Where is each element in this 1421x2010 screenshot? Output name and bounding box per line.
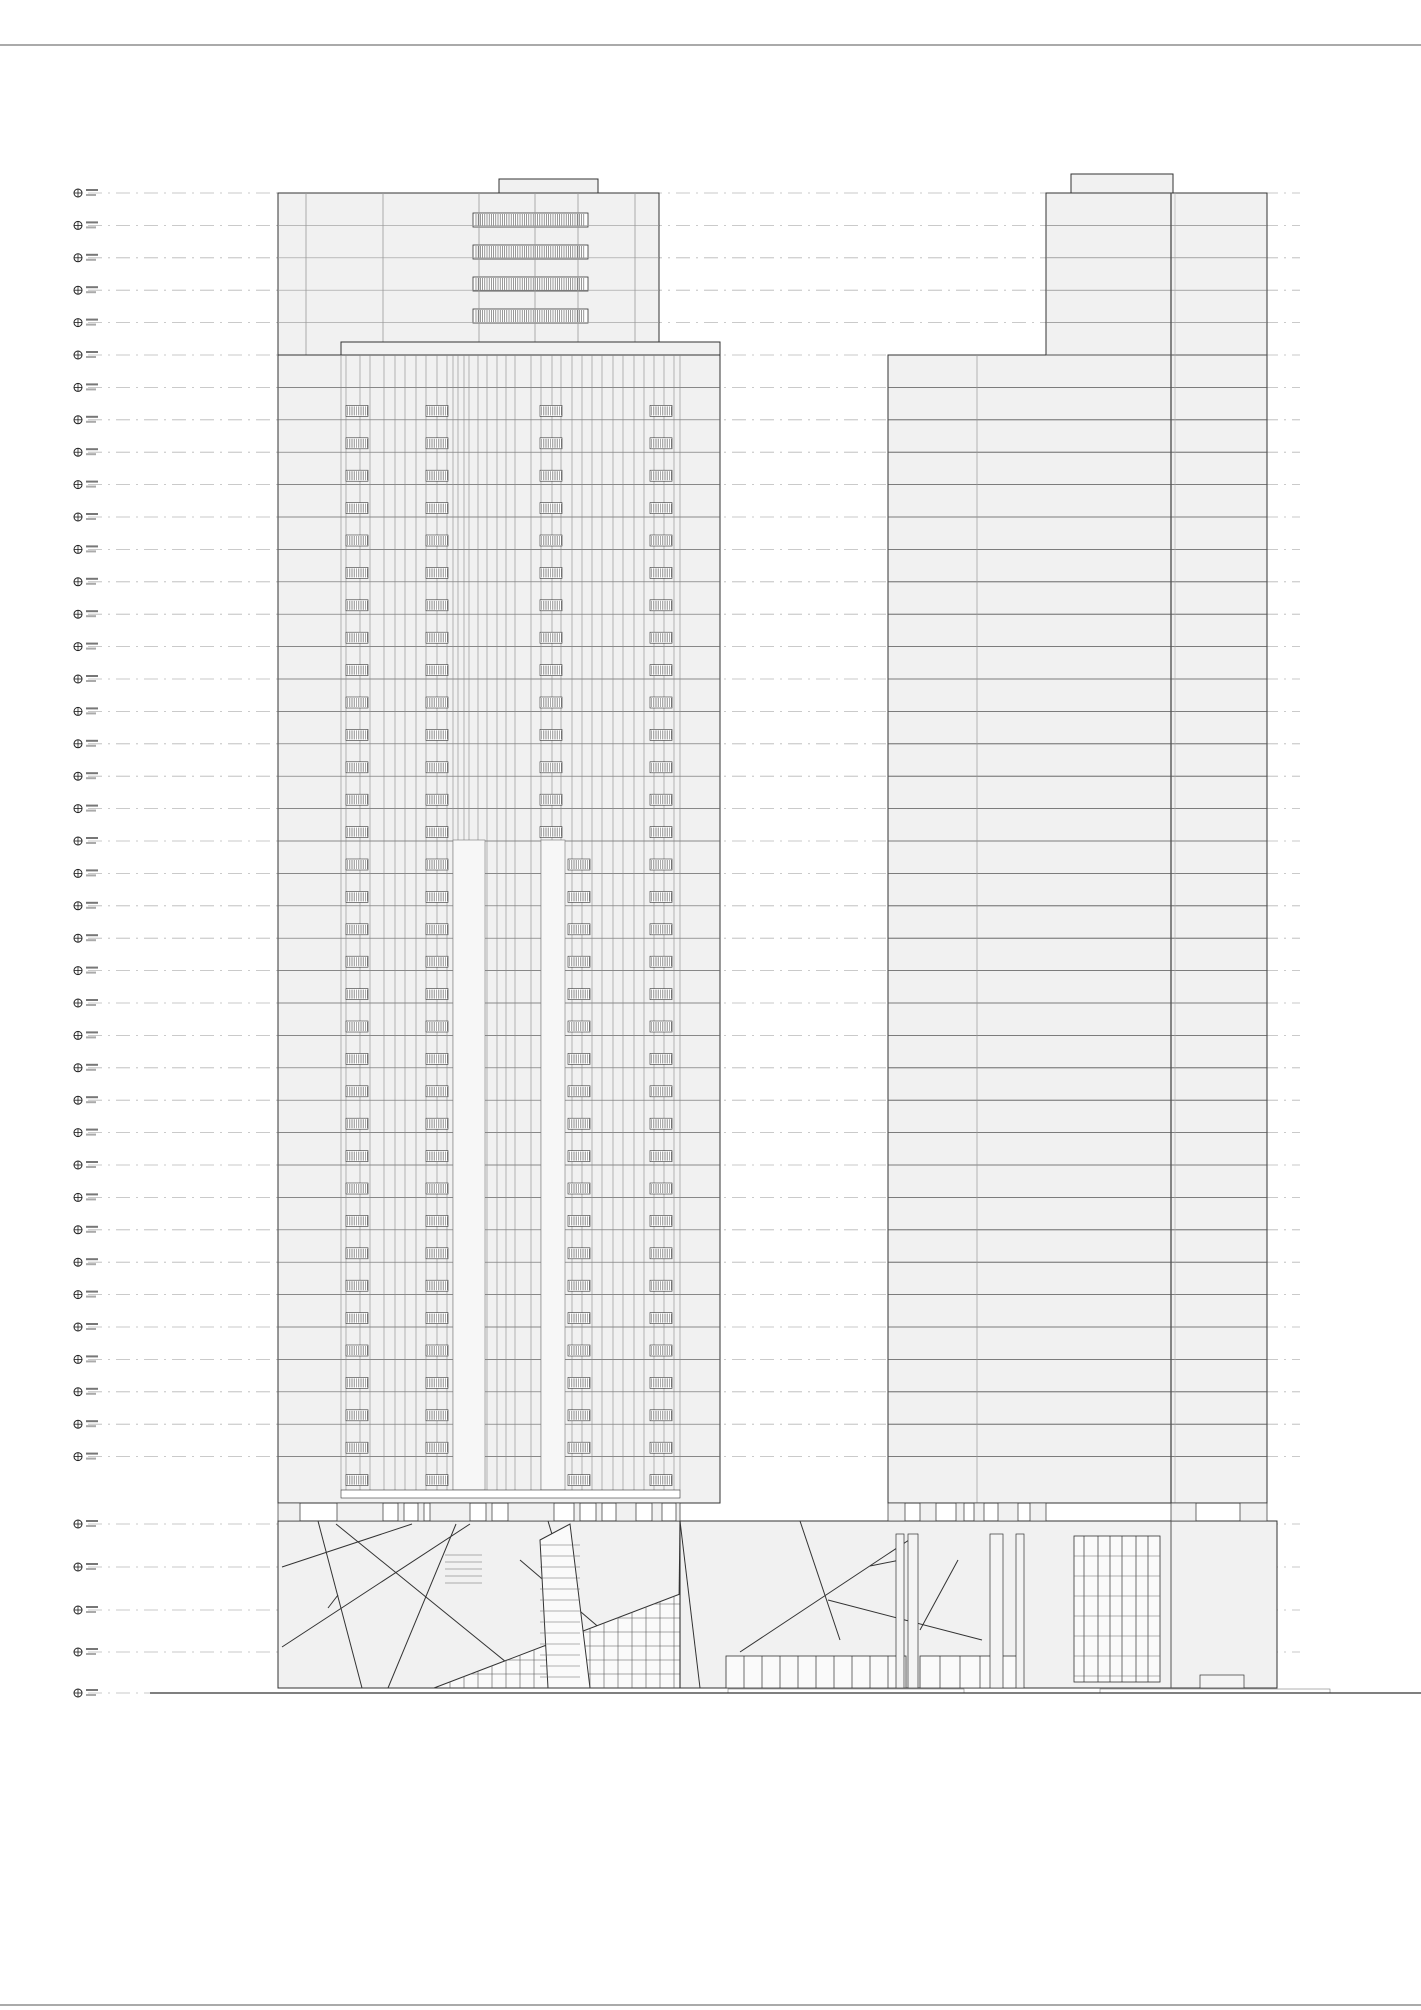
level-marker-tag bbox=[86, 486, 96, 488]
balcony-rail bbox=[568, 859, 590, 870]
balcony-rail bbox=[346, 794, 368, 805]
level-marker-tag bbox=[86, 194, 96, 196]
balcony-rail bbox=[346, 827, 368, 838]
level-marker-tag bbox=[86, 356, 96, 358]
balcony-rail bbox=[426, 1053, 448, 1064]
balcony-rail bbox=[568, 1151, 590, 1162]
balcony-rail bbox=[346, 405, 368, 416]
left-tower-crown bbox=[278, 193, 659, 355]
balcony-rail bbox=[650, 665, 672, 676]
right-tower bbox=[888, 174, 1267, 1503]
level-marker-tag bbox=[86, 1096, 98, 1098]
level-marker-tag bbox=[86, 1606, 98, 1608]
balcony-rail bbox=[426, 697, 448, 708]
level-marker-tag bbox=[86, 1568, 96, 1570]
level-marker-tag bbox=[86, 972, 96, 974]
balcony-rail bbox=[426, 1248, 448, 1259]
transfer-level-columns bbox=[278, 1503, 1267, 1521]
level-marker-tag bbox=[86, 1263, 96, 1265]
podium-fin bbox=[1016, 1534, 1024, 1688]
balcony-rail bbox=[650, 535, 672, 546]
balcony-rail bbox=[346, 503, 368, 514]
balcony-rail bbox=[650, 503, 672, 514]
balcony-rail bbox=[540, 762, 562, 773]
level-marker-tag bbox=[86, 1453, 98, 1455]
level-marker-tag bbox=[86, 1258, 98, 1260]
balcony-rail bbox=[650, 827, 672, 838]
balcony-rail bbox=[650, 794, 672, 805]
storefront bbox=[726, 1656, 1020, 1688]
balcony-rail bbox=[650, 1086, 672, 1097]
level-marker-tag bbox=[86, 286, 98, 288]
level-marker-tag bbox=[86, 1291, 98, 1293]
level-marker-tag bbox=[86, 351, 98, 353]
level-marker-tag bbox=[86, 1458, 96, 1460]
level-marker-tag bbox=[86, 707, 98, 709]
level-marker-tag bbox=[86, 939, 96, 941]
balcony-rail bbox=[650, 1151, 672, 1162]
balcony-rail bbox=[650, 1021, 672, 1032]
level-marker-tag bbox=[86, 545, 98, 547]
left-tower-roof-box bbox=[499, 179, 598, 193]
balcony-rail bbox=[540, 794, 562, 805]
balcony-rail bbox=[650, 1053, 672, 1064]
balcony-rail bbox=[346, 697, 368, 708]
transfer-column bbox=[974, 1503, 984, 1521]
balcony-rail bbox=[650, 632, 672, 643]
transfer-column bbox=[1171, 1503, 1196, 1521]
balcony-rail bbox=[346, 1248, 368, 1259]
transfer-column bbox=[676, 1503, 680, 1521]
level-marker-tag bbox=[86, 1296, 96, 1298]
balcony-rail bbox=[426, 405, 448, 416]
balcony-rail bbox=[650, 1377, 672, 1388]
level-marker-tag bbox=[86, 610, 98, 612]
balcony-rail bbox=[540, 632, 562, 643]
balcony-rail bbox=[346, 665, 368, 676]
transfer-column bbox=[616, 1503, 636, 1521]
level-marker-tag bbox=[86, 518, 96, 520]
level-marker-tag bbox=[86, 1166, 96, 1168]
balcony-rail bbox=[568, 956, 590, 967]
left-tower bbox=[278, 179, 720, 1503]
balcony-rail bbox=[426, 632, 448, 643]
balcony-rail bbox=[650, 956, 672, 967]
level-marker-tag bbox=[86, 221, 98, 223]
transfer-column bbox=[1240, 1503, 1267, 1521]
level-marker-tag bbox=[86, 837, 98, 839]
balcony-rail bbox=[540, 470, 562, 481]
balcony-rail bbox=[426, 924, 448, 935]
level-marker-tag bbox=[86, 583, 96, 585]
transfer-column bbox=[920, 1503, 936, 1521]
podium-fin bbox=[896, 1534, 904, 1688]
transfer-column bbox=[1030, 1503, 1046, 1521]
balcony-rail bbox=[568, 1280, 590, 1291]
balcony-rail bbox=[426, 503, 448, 514]
left-tower-facade-frame bbox=[341, 342, 720, 355]
balcony-rail bbox=[650, 729, 672, 740]
balcony-rail bbox=[568, 1021, 590, 1032]
balcony-rail bbox=[346, 1183, 368, 1194]
balcony-rail bbox=[540, 438, 562, 449]
level-marker-tag bbox=[86, 254, 98, 256]
level-marker-tag bbox=[86, 1520, 98, 1522]
balcony-rail bbox=[650, 1313, 672, 1324]
balcony-rail bbox=[540, 567, 562, 578]
level-marker-tag bbox=[86, 578, 98, 580]
balcony-rail bbox=[568, 1248, 590, 1259]
balcony-rail bbox=[426, 1086, 448, 1097]
balcony-rail bbox=[346, 1021, 368, 1032]
balcony-rail bbox=[426, 827, 448, 838]
balcony-rail bbox=[540, 600, 562, 611]
balcony-rail bbox=[650, 1280, 672, 1291]
balcony-rail bbox=[650, 924, 672, 935]
balcony-rail bbox=[426, 1313, 448, 1324]
level-marker-tag bbox=[86, 869, 98, 871]
level-marker-tag bbox=[86, 680, 96, 682]
level-marker-tag bbox=[86, 1355, 98, 1357]
balcony-rail bbox=[346, 1377, 368, 1388]
balcony-rail bbox=[568, 1118, 590, 1129]
transfer-column bbox=[418, 1503, 424, 1521]
level-marker-tag bbox=[86, 805, 98, 807]
right-tower-shaft bbox=[888, 355, 1267, 1503]
transfer-column bbox=[508, 1503, 554, 1521]
level-marker-tag bbox=[86, 1689, 98, 1691]
balcony-rail bbox=[540, 503, 562, 514]
glazed-panel-frame bbox=[1074, 1536, 1160, 1682]
balcony-rail bbox=[568, 1183, 590, 1194]
level-marker-tag bbox=[86, 1425, 96, 1427]
balcony-rail bbox=[650, 1183, 672, 1194]
balcony-rail bbox=[346, 729, 368, 740]
level-marker-tag bbox=[86, 1193, 98, 1195]
level-marker-tag bbox=[86, 453, 96, 455]
level-marker-tag bbox=[86, 874, 96, 876]
balcony-rail bbox=[426, 535, 448, 546]
balcony-rail bbox=[568, 989, 590, 1000]
facade-base-band bbox=[341, 1490, 680, 1498]
balcony-rail bbox=[346, 1345, 368, 1356]
balcony-rail bbox=[346, 891, 368, 902]
balcony-rail bbox=[650, 1215, 672, 1226]
level-marker-tag bbox=[86, 448, 98, 450]
balcony-rail bbox=[426, 1280, 448, 1291]
balcony-rail bbox=[650, 989, 672, 1000]
balcony-rail bbox=[540, 729, 562, 740]
balcony-rail bbox=[426, 729, 448, 740]
balcony-rail bbox=[650, 405, 672, 416]
balcony-rail bbox=[346, 989, 368, 1000]
podium-fin bbox=[908, 1534, 918, 1688]
balcony-rail bbox=[426, 1118, 448, 1129]
level-marker-tag bbox=[86, 1563, 98, 1565]
level-marker-tag bbox=[86, 1611, 96, 1613]
balcony-rail bbox=[346, 600, 368, 611]
balcony-rail bbox=[426, 891, 448, 902]
balcony-rail bbox=[346, 1086, 368, 1097]
transfer-column bbox=[574, 1503, 580, 1521]
balcony-rail bbox=[426, 794, 448, 805]
entry-canopy bbox=[1200, 1675, 1244, 1688]
level-marker-tag bbox=[86, 1069, 96, 1071]
balcony-rail bbox=[568, 891, 590, 902]
balcony-rail bbox=[650, 1475, 672, 1486]
transfer-column bbox=[398, 1503, 404, 1521]
balcony-rail bbox=[426, 1377, 448, 1388]
transfer-column bbox=[652, 1503, 662, 1521]
balcony-rail bbox=[346, 1151, 368, 1162]
balcony-rail bbox=[426, 1442, 448, 1453]
storefront-frame bbox=[920, 1656, 1020, 1688]
balcony-rail bbox=[426, 1215, 448, 1226]
transfer-column bbox=[430, 1503, 470, 1521]
level-marker-tag bbox=[86, 1198, 96, 1200]
balcony-rail bbox=[650, 567, 672, 578]
level-marker-tag bbox=[86, 1323, 98, 1325]
right-tower-crown bbox=[1046, 193, 1267, 356]
transfer-column bbox=[888, 1503, 905, 1521]
level-marker-tag bbox=[86, 416, 98, 418]
balcony-rail bbox=[346, 567, 368, 578]
level-marker-tag bbox=[86, 772, 98, 774]
balcony-rail bbox=[426, 1021, 448, 1032]
balcony-rail bbox=[426, 956, 448, 967]
level-marker-tag bbox=[86, 615, 96, 617]
level-marker-tag bbox=[86, 1328, 96, 1330]
level-marker-tag bbox=[86, 902, 98, 904]
balcony-rail bbox=[650, 1442, 672, 1453]
balcony-rail bbox=[346, 1442, 368, 1453]
balcony-rail bbox=[568, 1345, 590, 1356]
balcony-rail bbox=[346, 1475, 368, 1486]
balcony-rail bbox=[568, 1086, 590, 1097]
level-marker-tag bbox=[86, 643, 98, 645]
facade-recess bbox=[541, 840, 565, 1490]
level-marker-tag bbox=[86, 1004, 96, 1006]
balcony-rail bbox=[426, 1410, 448, 1421]
level-marker-tag bbox=[86, 324, 96, 326]
balcony-rail bbox=[568, 1377, 590, 1388]
level-marker-tag bbox=[86, 934, 98, 936]
level-marker-tag bbox=[86, 777, 96, 779]
level-marker-tag bbox=[86, 745, 96, 747]
level-marker-tag bbox=[86, 648, 96, 650]
balcony-rail bbox=[650, 859, 672, 870]
balcony-rail bbox=[346, 1280, 368, 1291]
balcony-rail bbox=[568, 1215, 590, 1226]
level-marker-tag bbox=[86, 1420, 98, 1422]
balcony-rail bbox=[650, 762, 672, 773]
level-marker-tag bbox=[86, 740, 98, 742]
balcony-rail bbox=[650, 891, 672, 902]
balcony-rail bbox=[426, 470, 448, 481]
balcony-rail bbox=[568, 1313, 590, 1324]
balcony-rail bbox=[568, 1053, 590, 1064]
level-marker-tag bbox=[86, 189, 98, 191]
level-marker-tag bbox=[86, 907, 96, 909]
level-marker-tag bbox=[86, 513, 98, 515]
level-marker-tag bbox=[86, 291, 96, 293]
transfer-column bbox=[956, 1503, 964, 1521]
balcony-rail bbox=[346, 535, 368, 546]
balcony-rail bbox=[568, 1410, 590, 1421]
balcony-rail bbox=[426, 1183, 448, 1194]
level-marker-tag bbox=[86, 810, 96, 812]
transfer-column bbox=[278, 1503, 300, 1521]
balcony-rail bbox=[540, 535, 562, 546]
level-marker-tag bbox=[86, 1134, 96, 1136]
balcony-rail bbox=[650, 1118, 672, 1129]
facade-recess bbox=[453, 840, 485, 1490]
level-marker-tag bbox=[86, 1648, 98, 1650]
level-marker-tag bbox=[86, 1388, 98, 1390]
balcony-rail bbox=[346, 924, 368, 935]
level-marker-tag bbox=[86, 1525, 96, 1527]
transfer-column bbox=[596, 1503, 602, 1521]
balcony-rail bbox=[426, 1151, 448, 1162]
balcony-rail bbox=[540, 665, 562, 676]
balcony-rail bbox=[346, 1215, 368, 1226]
balcony-rail bbox=[426, 665, 448, 676]
balcony-rail bbox=[346, 1053, 368, 1064]
level-marker-tag bbox=[86, 1161, 98, 1163]
level-marker-tag bbox=[86, 712, 96, 714]
level-marker-tag bbox=[86, 967, 98, 969]
balcony-rail bbox=[346, 438, 368, 449]
podium-fin bbox=[990, 1534, 1003, 1688]
level-marker-tag bbox=[86, 226, 96, 228]
balcony-rail bbox=[426, 859, 448, 870]
balcony-rail bbox=[346, 632, 368, 643]
right-tower-roof-box bbox=[1071, 174, 1173, 193]
balcony-rail bbox=[650, 697, 672, 708]
level-marker-tag bbox=[86, 388, 96, 390]
balcony-rail bbox=[346, 1313, 368, 1324]
balcony-rail bbox=[568, 1442, 590, 1453]
balcony-rail bbox=[650, 1248, 672, 1259]
level-marker-tag bbox=[86, 999, 98, 1001]
balcony-rail bbox=[426, 600, 448, 611]
balcony-rail bbox=[426, 989, 448, 1000]
balcony-rail bbox=[650, 470, 672, 481]
podium bbox=[278, 1503, 1330, 1693]
level-marker-tag bbox=[86, 1101, 96, 1103]
level-marker-tag bbox=[86, 550, 96, 552]
level-marker-tag bbox=[86, 1129, 98, 1131]
level-marker-tag bbox=[86, 1231, 96, 1233]
level-marker-tag bbox=[86, 481, 98, 483]
balcony-rail bbox=[346, 470, 368, 481]
level-marker-tag bbox=[86, 1064, 98, 1066]
level-marker-tag bbox=[86, 319, 98, 321]
transfer-column bbox=[998, 1503, 1018, 1521]
balcony-rail bbox=[540, 827, 562, 838]
level-marker-tag bbox=[86, 1360, 96, 1362]
level-marker-tag bbox=[86, 1653, 96, 1655]
glazed-panel bbox=[1074, 1536, 1160, 1682]
balcony-rail bbox=[568, 924, 590, 935]
balcony-rail bbox=[346, 1118, 368, 1129]
balcony-rail bbox=[650, 1410, 672, 1421]
balcony-rail bbox=[346, 859, 368, 870]
balcony-rail bbox=[426, 762, 448, 773]
balcony-rail bbox=[426, 1475, 448, 1486]
balcony-rail bbox=[568, 1475, 590, 1486]
level-marker-tag bbox=[86, 421, 96, 423]
level-marker-tag bbox=[86, 1036, 96, 1038]
level-marker-tag bbox=[86, 1226, 98, 1228]
balcony-rail bbox=[346, 956, 368, 967]
balcony-rail bbox=[540, 697, 562, 708]
transfer-column bbox=[486, 1503, 492, 1521]
balcony-rail bbox=[540, 405, 562, 416]
level-markers bbox=[74, 189, 98, 1697]
balcony-rail bbox=[650, 600, 672, 611]
level-marker-tag bbox=[86, 259, 96, 261]
level-marker-tag bbox=[86, 675, 98, 677]
level-marker-tag bbox=[86, 1393, 96, 1395]
level-marker-tag bbox=[86, 383, 98, 385]
transfer-column bbox=[337, 1503, 383, 1521]
balcony-rail bbox=[346, 1410, 368, 1421]
balcony-rail bbox=[426, 567, 448, 578]
level-marker-tag bbox=[86, 842, 96, 844]
balcony-rail bbox=[650, 1345, 672, 1356]
balcony-rail bbox=[426, 1345, 448, 1356]
balcony-rail bbox=[650, 438, 672, 449]
level-marker-tag bbox=[86, 1031, 98, 1033]
balcony-rail bbox=[346, 762, 368, 773]
level-marker-tag bbox=[86, 1694, 96, 1696]
balcony-rail bbox=[426, 438, 448, 449]
